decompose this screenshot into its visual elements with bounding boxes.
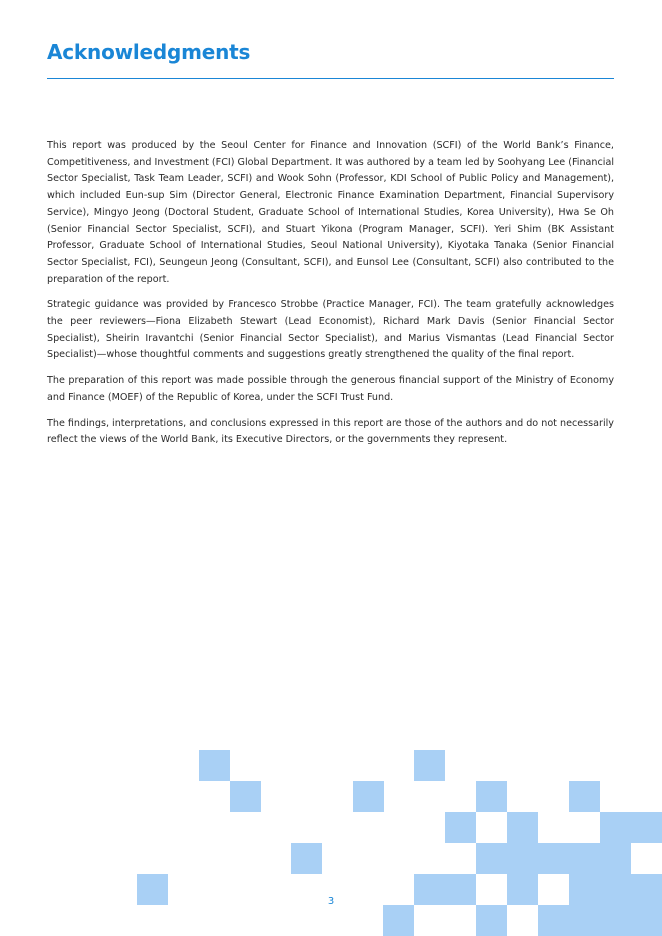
paragraph-disclaimer: The findings, interpretations, and conclusions expressed in this report are those of the authors and do not necessarily reflect the views of the World Bank, its Executive Directors, or the governments they represent. <box>47 417 614 446</box>
page-number: 3 <box>327 896 335 907</box>
mosaic-tile <box>476 905 507 936</box>
title-divider <box>47 78 614 79</box>
paragraph-funding: The preparation of this report was made possible through the generous financial support of the Ministry of Economy and Finance (MOEF) of the Republic of Korea, under the SCFI Trust Fund. <box>47 375 614 403</box>
mosaic-tile <box>199 750 230 781</box>
mosaic-tile <box>476 843 631 874</box>
mosaic-tile <box>353 781 384 812</box>
mosaic-tile <box>507 812 538 843</box>
paragraph-authors: This report was produced by the Seoul Center for Finance and Innovation (SCFI) of the World Bank’s Finance, Competitiveness, and Investment (FCI) Global Department. It was authored by a team led by Soohyang Lee (Financial Sector Specialist, Task Team Leader, SCFI) and Wook Sohn (Professor, KDI School of Public Policy and Management), which included Eun-sup Sim (Director General, Electronic Finance Examination Department, Financial Supervisory Service), Mingyo Jeong (Doctoral Student, Graduate School of International Studies, Korea University), Hwa Se Oh (Senior Financial Sector Specialist, SCFI), and Stuart Yikona (Program Manager, SCFI). Yeri Shim (BK Assistant Professor, Graduate School of International Studies, Seoul National University), Kiyotaka Tanaka (Senior Financial Sector Specialist, FCI), Seungeun Jeong (Consultant, SCFI), and Eunsol Lee (Consultant, SCFI) also contributed to the preparation of the report. <box>47 140 614 285</box>
mosaic-tile <box>383 905 414 936</box>
paragraph-guidance: Strategic guidance was provided by Francesco Strobbe (Practice Manager, FCI). The team gratefully acknowledges the peer reviewers—Fiona Elizabeth Stewart (Lead Economist), Richard Mark Davis (Senior Financial Sector Specialist), Sheirin Iravantchi (Senior Financial Sector Specialist), and Marius Vismantas (Lead Financial Sector Specialist)—whose thoughtful comments and suggestions greatly strengthened the quality of the final report. <box>47 299 614 361</box>
acknowledgments-body <box>47 138 614 458</box>
mosaic-tile <box>476 781 507 812</box>
mosaic-tile <box>445 812 476 843</box>
mosaic-tile <box>230 781 261 812</box>
mosaic-tile <box>538 905 662 936</box>
page-title: Acknowledgments <box>47 40 251 64</box>
mosaic-tile <box>414 750 445 781</box>
mosaic-tile <box>600 812 662 843</box>
mosaic-tile <box>291 843 322 874</box>
mosaic-tile <box>569 781 600 812</box>
